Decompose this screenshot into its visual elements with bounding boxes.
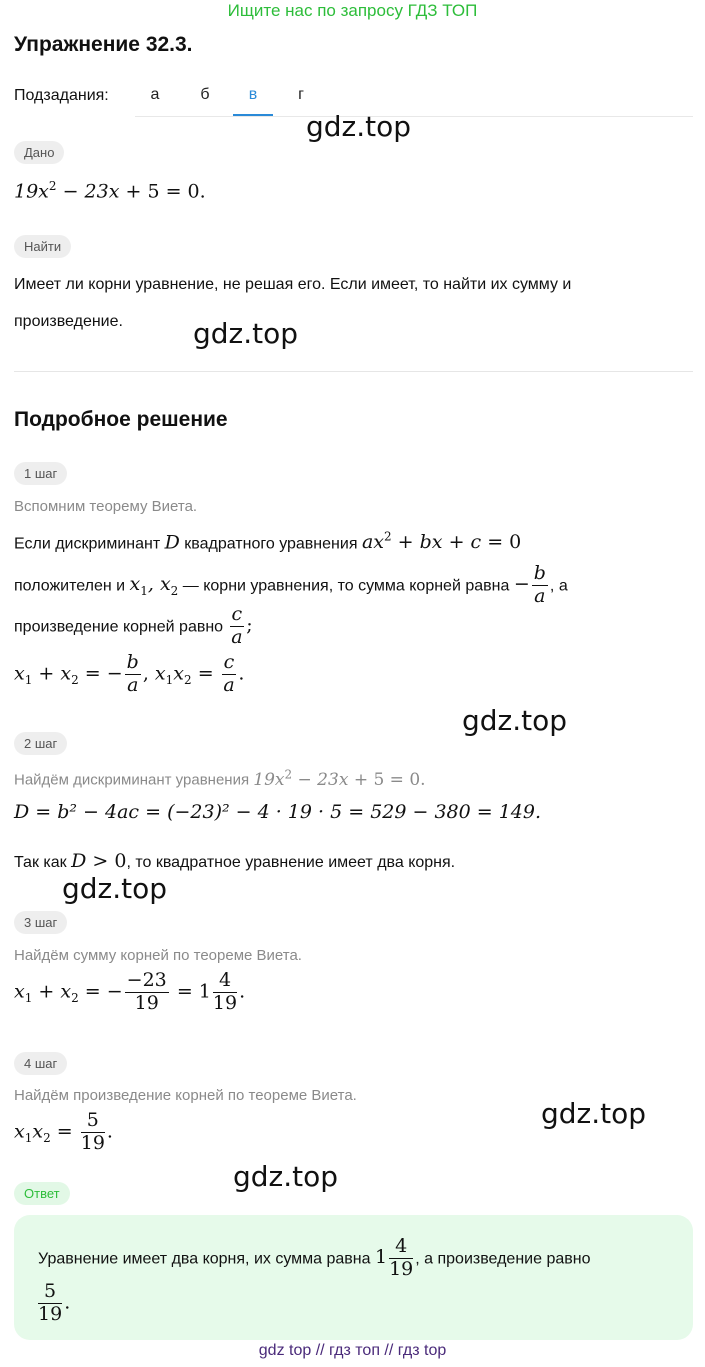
tab-g[interactable]: г <box>298 86 304 103</box>
step-1-badge: 1 шаг <box>14 462 67 485</box>
step-1-line-2: положителен и $x_1$, $x_2$ — корни уравнения, то сумма корней равна − $\frac{b}{a}$ , а <box>14 562 568 607</box>
watermark: gdz.top <box>541 1097 647 1130</box>
product-of-roots: $x_1x_2$ = $\frac{5}{19}$ . <box>14 1109 113 1154</box>
find-text-line-2: произведение. <box>14 313 123 330</box>
answer-text: Уравнение имеет два корня, их сумма равна 1 $\frac{4}{19}$ , а произведение равно <box>38 1235 591 1280</box>
watermark: gdz.top <box>233 1160 339 1193</box>
footer-links: gdz top // гдз топ // гдз top <box>258 1342 447 1359</box>
find-text-line-1: Имеет ли корни уравнение, не решая его. Если имеет, то найти их сумму и <box>14 276 572 293</box>
step-1-hint: Вспомним теорему Виета. <box>14 498 198 515</box>
sum-of-roots: $x_1 + x_2$ = − $\frac{-23}{19}$ = 1 $\frac{4}{19}$ . <box>14 969 246 1014</box>
step-1-line-1: Если дискриминант D квадратного уравнения $ax^2$ + bx + c = 0 <box>14 530 522 554</box>
step-2-badge: 2 шаг <box>14 732 67 755</box>
step-3-hint: Найдём сумму корней по теореме Виета. <box>14 947 302 964</box>
step-2-conclusion: Так как D > 0, то квадратное уравнение имеет два корня. <box>14 850 456 872</box>
watermark: gdz.top <box>306 110 412 143</box>
answer-product: $\frac{5}{19}$ . <box>38 1280 71 1325</box>
promo-banner: Ищите нас по запросу ГДЗ ТОП <box>227 1 478 20</box>
tab-b[interactable]: б <box>200 86 210 103</box>
vieta-formula: $x_1 + x_2$ = − $\frac{b}{a}$ , $x_1x_2$ = $\frac{c}{a}$ . <box>14 651 245 696</box>
step-2-hint: Найдём дискриминант уравнения $19x^2 - 23x + 5 = 0$. <box>14 767 426 790</box>
tab-v[interactable]: в <box>233 86 273 116</box>
given-equation: $19x^2 - 23x + 5 = 0$. <box>14 179 206 203</box>
find-badge: Найти <box>14 235 71 258</box>
watermark: gdz.top <box>62 872 168 905</box>
step-1-line-3: произведение корней равно $\frac{c}{a}$ ; <box>14 603 253 648</box>
watermark: gdz.top <box>462 704 568 737</box>
given-badge: Дано <box>14 141 64 164</box>
watermark: gdz.top <box>193 317 299 350</box>
subtasks-label: Подзадания: <box>14 87 109 104</box>
page-title: Упражнение 32.3. <box>14 33 193 56</box>
step-4-hint: Найдём произведение корней по теореме Виета. <box>14 1087 357 1104</box>
discriminant-formula: D = b² − 4ac = (−23)² − 4 · 19 · 5 = 529 − 380 = 149. <box>14 801 542 823</box>
section-divider <box>14 371 693 372</box>
solution-title: Подробное решение <box>14 408 228 431</box>
step-3-badge: 3 шаг <box>14 911 67 934</box>
step-4-badge: 4 шаг <box>14 1052 67 1075</box>
tab-a[interactable]: а <box>150 86 160 103</box>
answer-badge: Ответ <box>14 1182 70 1205</box>
subtask-tabs <box>135 72 693 117</box>
